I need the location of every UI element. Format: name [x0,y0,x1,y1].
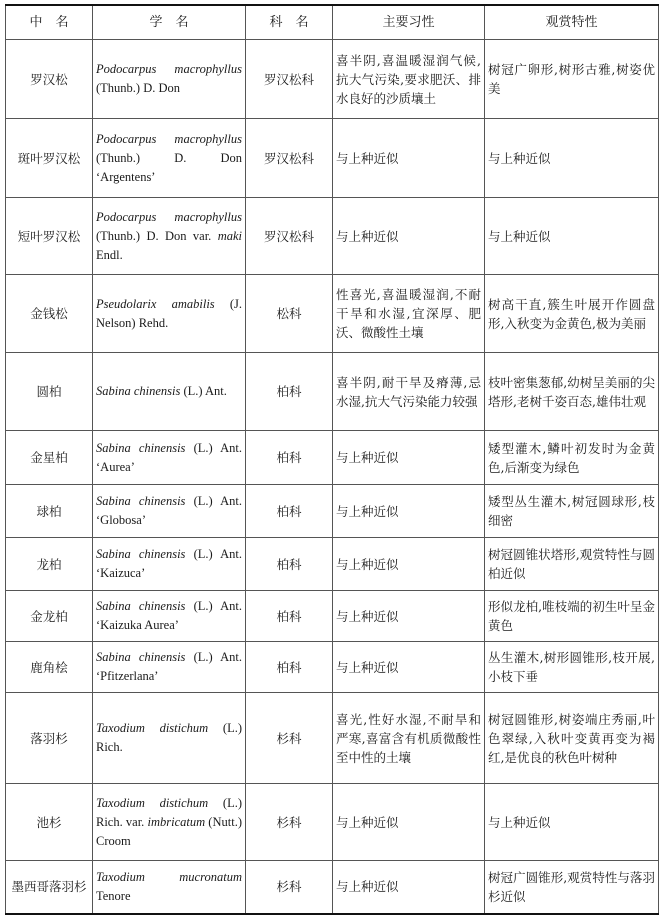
ornamental-cell: 树冠圆锥状塔形,观赏特性与圆柏近似 [485,538,659,591]
scientific-name-italic: Sabina chinensis [96,547,186,561]
scientific-name-cell [93,198,246,275]
table-row [6,591,659,642]
ornamental-cell: 形似龙柏,唯枝端的初生叶呈金黄色 [485,591,659,642]
ornamental-cell: 树冠广圆锥形,观赏特性与落羽杉近似 [485,861,659,914]
scientific-name-author: (L.) Rich. var. [96,795,242,829]
habit-cell: 喜光,性好水湿,不耐旱和严寒,喜富含有机质微酸性至中性的土壤 [333,693,485,784]
chinese-name-cell: 池杉 [6,784,93,861]
scientific-name-italic: Podocarpus macrophyllus [96,131,242,146]
header-row [6,5,659,40]
scientific-name-author: (Thunb.) D. Don [96,81,181,95]
table-row [6,119,659,198]
table-row [6,538,659,591]
conifer-species-table [5,4,659,915]
family-cell: 柏科 [246,431,333,485]
habit-cell: 与上种近似 [333,119,485,198]
scientific-name-cell [93,693,246,784]
ornamental-cell: 树高干直,簇生叶展开作圆盘形,入秋变为金黄色,极为美丽 [485,275,659,353]
ornamental-cell: 丛生灌木,树形圆锥形,枝开展,小枝下垂 [485,642,659,693]
table-row [6,198,659,275]
family-cell: 柏科 [246,642,333,693]
family-cell: 罗汉松科 [246,198,333,275]
chinese-name-cell: 墨西哥落羽杉 [6,861,93,914]
scientific-name-author: (L.) Ant. ‘Kaizuca’ [96,547,242,580]
scientific-name-cell [93,642,246,693]
scientific-name-italic: Sabina chinensis [96,494,186,508]
table-row [6,353,659,431]
family-cell: 柏科 [246,538,333,591]
scientific-name-italic: maki [217,228,242,243]
scientific-name-italic: Taxodium mucronatum [96,869,242,884]
chinese-name-cell: 斑叶罗汉松 [6,119,93,198]
scientific-name-author: (L.) Ant. ‘Aurea’ [96,440,242,474]
habit-cell: 喜半阴,喜温暖湿润气候,抗大气污染,要求肥沃、排水良好的沙质壤土 [333,40,485,119]
scientific-name-author: (J. Nelson) Rehd. [96,296,242,330]
ornamental-cell: 矮型灌木,鳞叶初发时为金黄色,后渐变为绿色 [485,431,659,485]
habit-cell: 与上种近似 [333,198,485,275]
family-cell: 罗汉松科 [246,40,333,119]
scientific-name-cell [93,275,246,353]
family-cell: 杉科 [246,693,333,784]
scientific-name-italic: Taxodium distichum [96,795,209,810]
scientific-name-author: (Thunb.) D. Don ‘Argentens’ [96,150,242,184]
family-cell: 柏科 [246,591,333,642]
habit-cell: 与上种近似 [333,431,485,485]
table-row [6,861,659,914]
family-cell: 杉科 [246,784,333,861]
chinese-name-cell: 罗汉松 [6,40,93,119]
ornamental-cell: 矮型丛生灌木,树冠圆球形,枝细密 [485,485,659,538]
scientific-name-author: (L.) Rich. [96,721,242,754]
header-chinese-name: 中 名 [6,5,93,40]
habit-cell: 性喜光,喜温暖湿润,不耐干旱和水湿,宜深厚、肥沃、微酸性土壤 [333,275,485,353]
habit-cell: 与上种近似 [333,591,485,642]
family-cell: 罗汉松科 [246,119,333,198]
ornamental-cell: 与上种近似 [485,198,659,275]
table-body [6,40,659,914]
chinese-name-cell: 球柏 [6,485,93,538]
scientific-name-italic: Pseudolarix amabilis [96,296,215,311]
habit-cell: 与上种近似 [333,485,485,538]
scientific-name-author: (L.) Ant. ‘Kaizuka Aurea’ [96,599,242,632]
family-cell: 杉科 [246,861,333,914]
table-row [6,642,659,693]
chinese-name-cell: 金钱松 [6,275,93,353]
habit-cell: 与上种近似 [333,538,485,591]
chinese-name-cell: 落羽杉 [6,693,93,784]
habit-cell: 与上种近似 [333,861,485,914]
header-habit: 主要习性 [333,5,485,40]
scientific-name-cell [93,431,246,485]
header-family: 科 名 [246,5,333,40]
table-row [6,40,659,119]
scientific-name-author: (L.) Ant. ‘Globosa’ [96,494,242,527]
scientific-name-italic: Podocarpus macrophyllus [96,62,242,76]
scientific-name-author: (Nutt.) Croom [96,814,242,848]
scientific-name-cell [93,353,246,431]
scientific-name-author: Endl. [96,247,123,262]
scientific-name-cell [93,591,246,642]
scientific-name-cell [93,119,246,198]
scientific-name-author: (L.) Ant. [180,384,227,398]
header-ornamental: 观赏特性 [485,5,659,40]
scientific-name-author: (L.) Ant. ‘Pfitzerlana’ [96,650,242,683]
scientific-name-italic: imbricatum [147,814,206,829]
scientific-name-author: (Thunb.) D. Don var. [96,228,218,243]
scientific-name-cell [93,861,246,914]
scientific-name-italic: Sabina chinensis [96,599,186,613]
chinese-name-cell: 金星柏 [6,431,93,485]
ornamental-cell: 树冠圆锥形,树姿端庄秀丽,叶色翠绿,入秋叶变黄再变为褐红,是优良的秋色叶树种 [485,693,659,784]
ornamental-cell: 树冠广卵形,树形古雅,树姿优美 [485,40,659,119]
header-scientific-name: 学 名 [93,5,246,40]
table-row [6,485,659,538]
table-row [6,431,659,485]
scientific-name-cell [93,40,246,119]
scientific-name-italic: Taxodium distichum [96,721,209,735]
family-cell: 柏科 [246,353,333,431]
scientific-name-italic: Sabina chinensis [96,650,186,664]
chinese-name-cell: 金龙柏 [6,591,93,642]
table-row [6,693,659,784]
family-cell: 柏科 [246,485,333,538]
habit-cell: 与上种近似 [333,642,485,693]
habit-cell: 喜半阴,耐干旱及瘠薄,忌水湿,抗大气污染能力较强 [333,353,485,431]
ornamental-cell: 与上种近似 [485,119,659,198]
scientific-name-author: Tenore [96,888,131,903]
table-row [6,784,659,861]
chinese-name-cell: 圆柏 [6,353,93,431]
scientific-name-cell [93,538,246,591]
chinese-name-cell: 短叶罗汉松 [6,198,93,275]
table-row [6,275,659,353]
family-cell: 松科 [246,275,333,353]
scientific-name-italic: Podocarpus macrophyllus [96,209,242,224]
ornamental-cell: 与上种近似 [485,784,659,861]
scientific-name-italic: Sabina chinensis [96,440,186,455]
chinese-name-cell: 龙柏 [6,538,93,591]
scientific-name-italic: Sabina chinensis [96,384,181,398]
habit-cell: 与上种近似 [333,784,485,861]
scientific-name-cell [93,485,246,538]
scientific-name-cell [93,784,246,861]
chinese-name-cell: 鹿角桧 [6,642,93,693]
ornamental-cell: 枝叶密集葱郁,幼树呈美丽的尖塔形,老树千姿百态,雄伟壮观 [485,353,659,431]
